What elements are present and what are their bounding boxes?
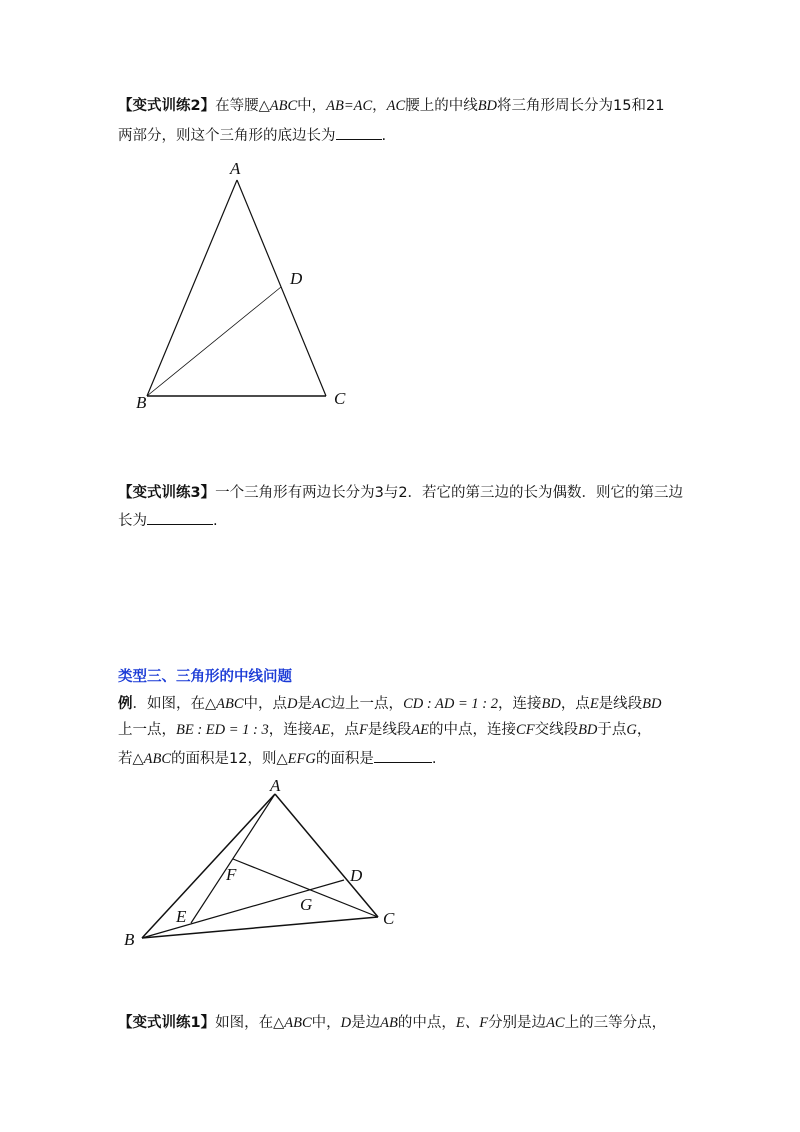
example-line-1 [118, 694, 662, 714]
exercise-3-line-1 [118, 483, 683, 503]
text: . [213, 513, 218, 529]
text: 腰上的中线 [405, 98, 478, 114]
answer-blank[interactable] [147, 510, 213, 525]
label-a: A [270, 776, 281, 795]
math-d: D [340, 1015, 352, 1031]
text: . [431, 751, 437, 767]
math-ac: AC [312, 696, 331, 712]
math-ae: AE [411, 722, 430, 738]
text: 是 [297, 696, 313, 712]
math-triangle-abc: △ABC [132, 751, 172, 767]
segment-ab [147, 180, 237, 396]
text: 是边 [351, 1015, 381, 1031]
label-b: B [136, 393, 147, 412]
text: 长为 [118, 513, 147, 529]
text: 的中点，连接 [429, 722, 517, 738]
math-ratio-cd-ad: CD : AD = 1 : 2 [403, 696, 498, 712]
example-line-2 [118, 720, 651, 740]
math-ac: AC [386, 98, 406, 114]
answer-blank[interactable] [336, 125, 382, 140]
label-f: F [226, 865, 237, 884]
math-e: E [589, 696, 599, 712]
text: 的面积是12，则 [171, 751, 277, 767]
triangle-figure-2 [0, 770, 420, 960]
math-bd: BD [477, 98, 498, 114]
math-triangle-efg: △EFG [276, 751, 316, 767]
text: 的面积是 [315, 751, 374, 767]
math-ratio-be-ed: BE : ED = 1 : 3 [176, 722, 269, 738]
text: 若 [118, 751, 133, 767]
label-d: D [290, 269, 303, 288]
text: ，连接 [268, 722, 313, 738]
text: 上的三等分点， [564, 1015, 667, 1031]
segment-bd [147, 287, 281, 396]
answer-blank[interactable] [374, 748, 432, 763]
segment-ac [275, 794, 378, 917]
text: 上一点， [118, 722, 176, 738]
exercise-3-line-2 [118, 510, 218, 531]
math-bd: BD [642, 696, 662, 712]
text: 中， [297, 98, 327, 114]
text: 一个三角形有两边长分为3与2．若它的第三边的长为偶数．则它的第三边 [215, 485, 684, 501]
label-b: B [124, 930, 135, 949]
exercise-1-line-1 [118, 1013, 666, 1033]
section-title: 类型三、三角形的中线问题 [118, 669, 292, 685]
text: 交线段 [534, 722, 579, 738]
text: ， [636, 722, 652, 738]
exercise-1-tag: 【变式训练1】 [118, 1015, 216, 1031]
example-line-3 [118, 748, 436, 769]
math-f: F [358, 722, 368, 738]
math-g: G [626, 722, 637, 738]
text: ， [372, 98, 387, 114]
text: 是线段 [598, 696, 643, 712]
math-d: D [287, 696, 298, 712]
math-bd: BD [541, 696, 561, 712]
text: 将三角形周长分为15和21 [497, 98, 665, 114]
text: 分别是边 [488, 1015, 547, 1031]
text: 边上一点， [330, 696, 404, 712]
text: 如图，在 [215, 1015, 274, 1031]
math-ac: AC [546, 1015, 565, 1031]
text: 是线段 [367, 722, 412, 738]
text: 的中点， [397, 1015, 456, 1031]
label-c: C [334, 389, 346, 408]
exercise-2-tag: 【变式训练2】 [118, 98, 216, 114]
exercise-3-tag: 【变式训练3】 [118, 485, 216, 501]
text: . [381, 128, 387, 144]
math-e-f: E、F [455, 1015, 489, 1031]
exercise-2-line-1 [118, 96, 664, 116]
text: 中， [311, 1015, 341, 1031]
triangle-figure-1 [0, 150, 400, 420]
text: 中，点 [243, 696, 288, 712]
segment-ab [142, 794, 275, 938]
math-ae: AE [312, 722, 330, 738]
example-label: 例 [118, 696, 133, 712]
label-c: C [383, 909, 395, 928]
label-e: E [176, 907, 187, 926]
text: ，点 [329, 722, 359, 738]
label-a: A [230, 159, 241, 178]
math-triangle-abc: △ABC [273, 1015, 312, 1031]
text: ，点 [560, 696, 590, 712]
math-abc: ABC [269, 98, 298, 114]
math-bd: BD [578, 722, 598, 738]
math-triangle-abc: △ABC [205, 696, 244, 712]
text: 两部分，则这个三角形的底边长为 [118, 128, 336, 144]
text: ，连接 [497, 696, 542, 712]
math-ab-eq-ac: AB=AC [326, 98, 373, 114]
text: 在等腰△ [215, 98, 270, 114]
segment-ac [237, 180, 326, 396]
math-ab: AB [380, 1015, 398, 1031]
label-g: G [300, 895, 313, 914]
label-d: D [350, 866, 363, 885]
exercise-2-line-2 [118, 125, 386, 146]
text: 于点 [597, 722, 627, 738]
text: ．如图，在 [132, 696, 205, 712]
math-cf: CF [516, 722, 535, 738]
